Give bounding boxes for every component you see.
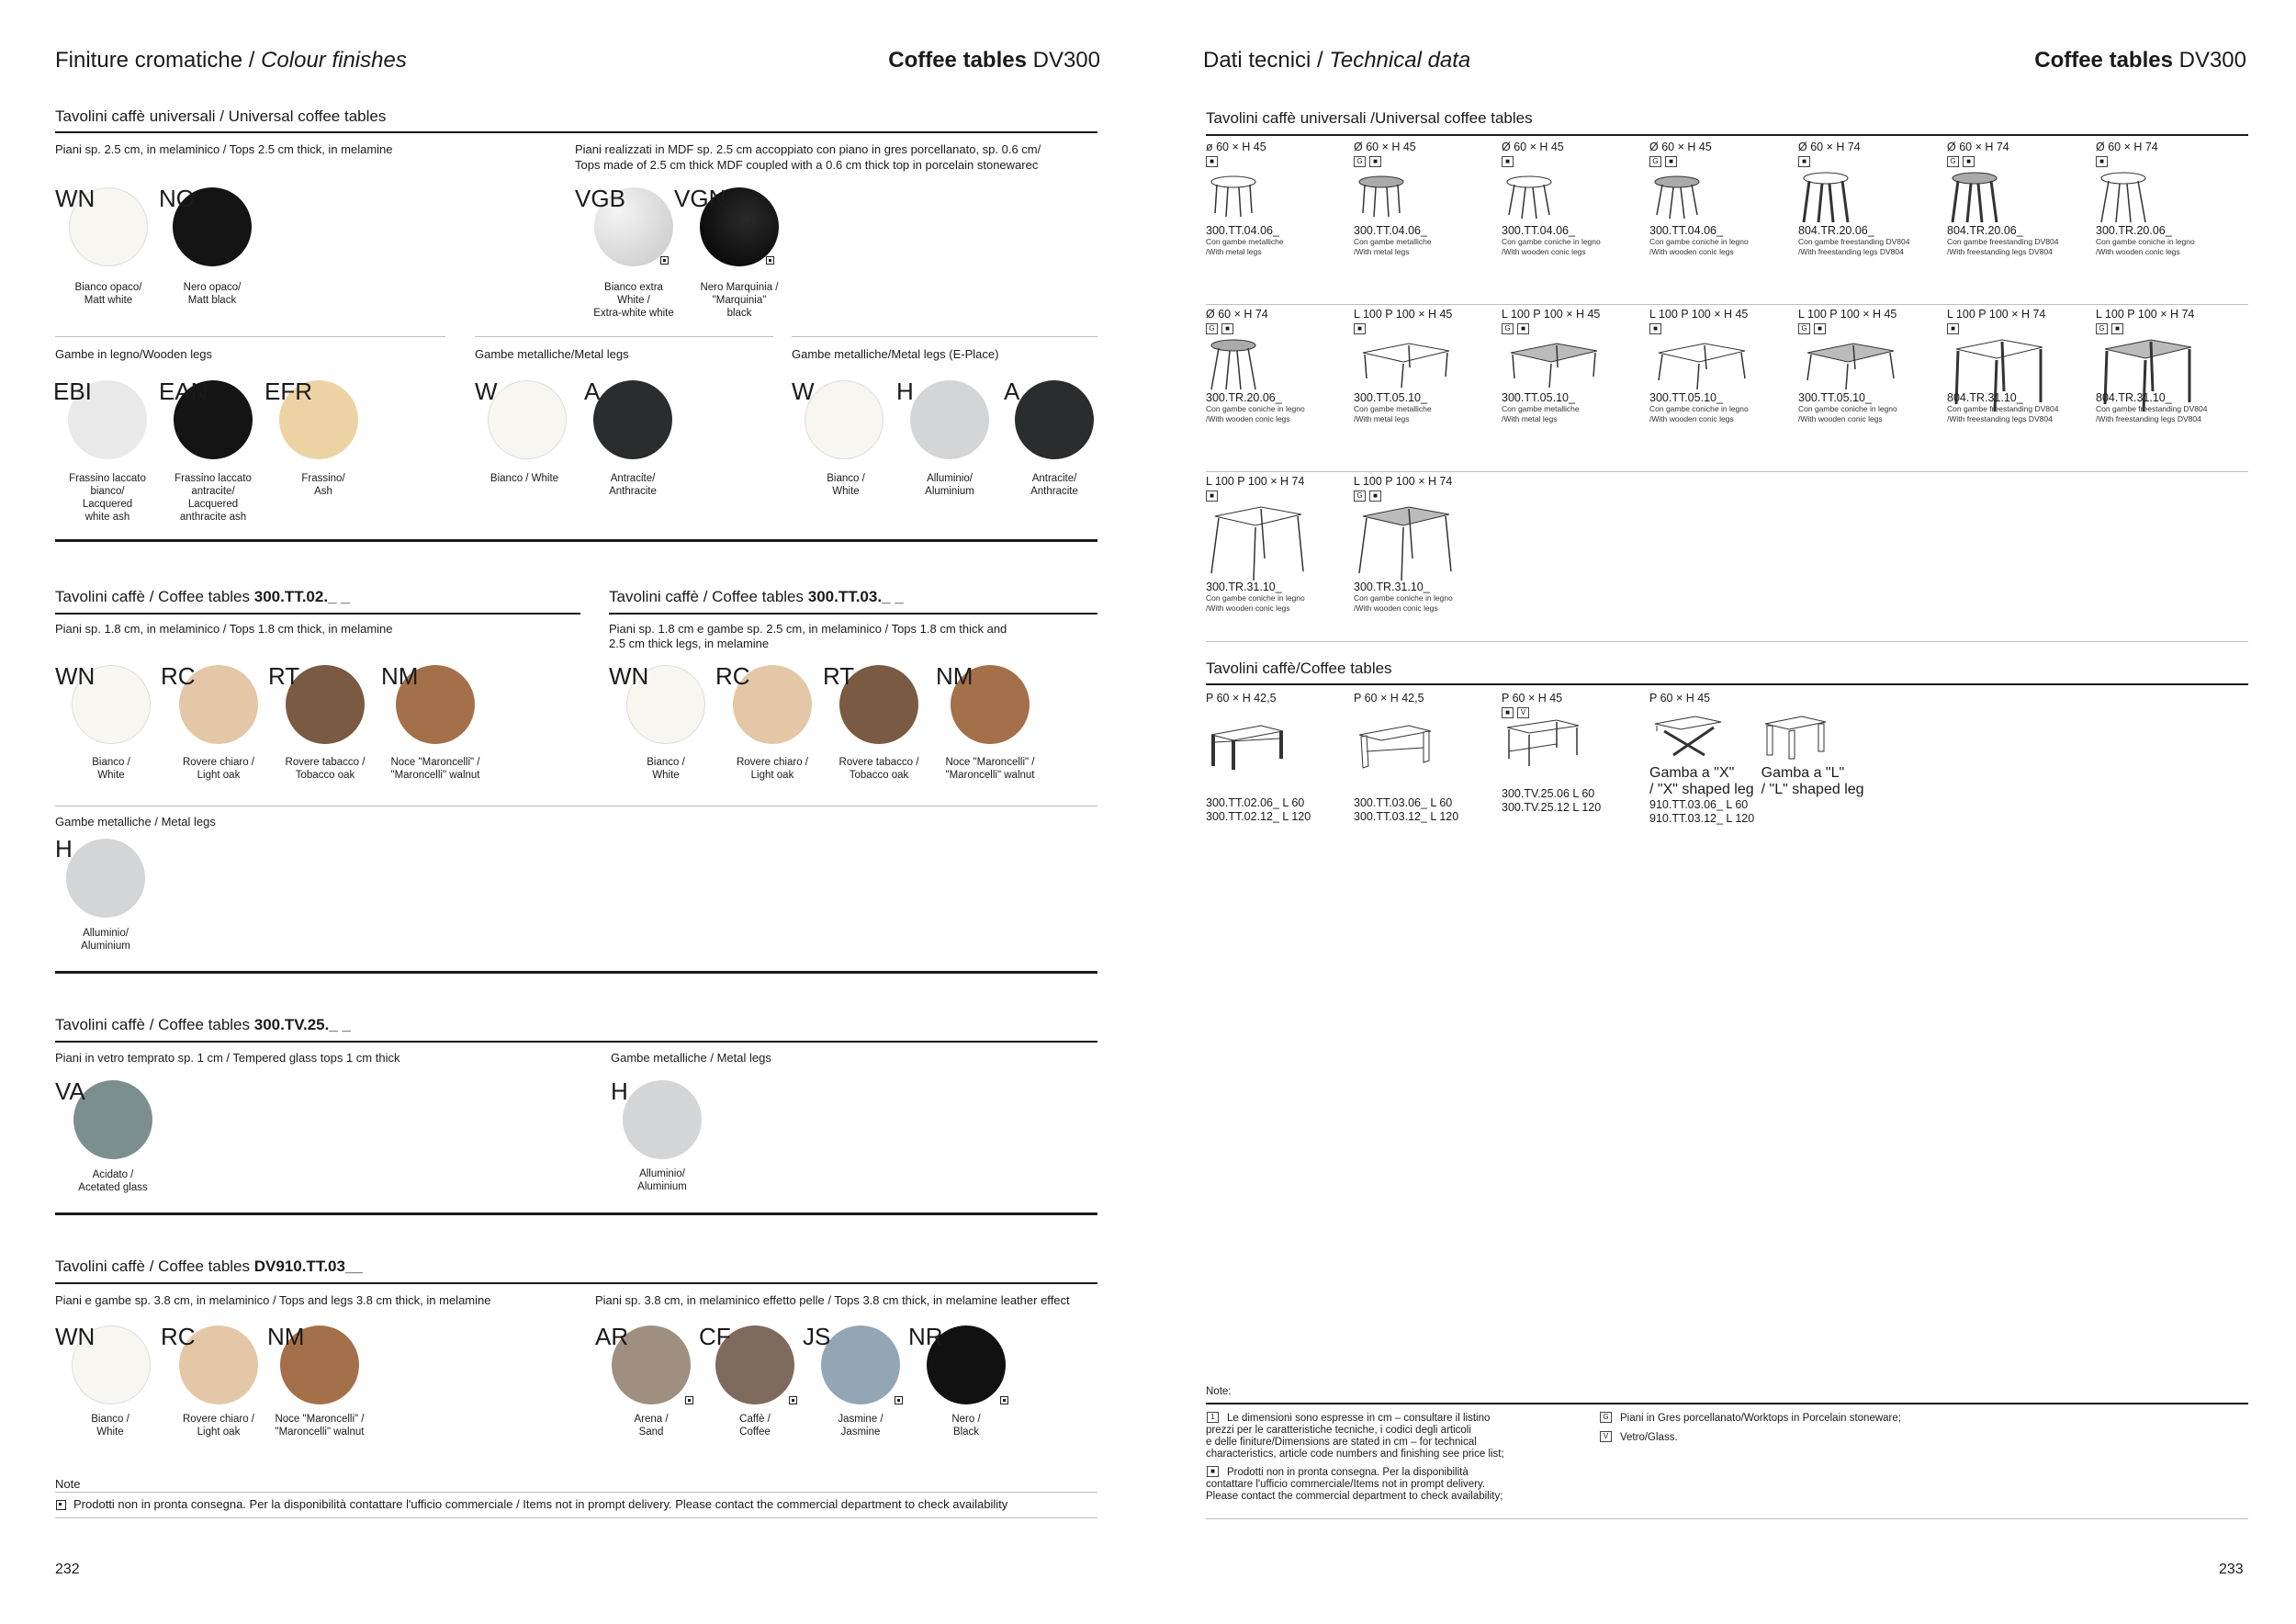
item-dimensions: P 60 × H 42,5 — [1206, 692, 1277, 705]
swatch-label: Bianco / White — [827, 473, 865, 497]
not-in-stock-icon: ■ — [1354, 323, 1366, 334]
swatch-code: H — [55, 835, 73, 863]
coffee-table-item[interactable] — [1502, 691, 1601, 815]
x-shaped-leg-drawing — [1649, 715, 1732, 761]
divider — [55, 1517, 1097, 1518]
swatch-label: Rovere tabacco / Tobacco oak — [838, 757, 919, 781]
not-in-stock-icon: ■ — [2096, 156, 2108, 167]
divider — [1206, 471, 2248, 472]
coffee-table-item[interactable] — [1354, 691, 1458, 824]
item-desc: /With freestanding legs DV804 — [1947, 414, 2053, 423]
item-dimensions: Ø 60 × H 74 — [1947, 141, 2009, 153]
item-desc: /With freestanding legs DV804 — [2096, 414, 2201, 423]
product-item[interactable] — [1354, 474, 1491, 614]
item-code: 804.TR.31.10_ — [1947, 391, 2023, 404]
item-desc: Con gambe freestanding DV804 — [1947, 237, 2059, 246]
swatch-code: AR — [595, 1323, 629, 1350]
item-code: 804.TR.20.06_ — [1798, 224, 1874, 237]
swatch-label: Rovere chiaro / Light oak — [183, 757, 254, 781]
l-leg-label: / "L" shaped leg — [1761, 782, 1864, 797]
item-dimensions: Ø 60 × H 74 — [1798, 141, 1861, 153]
product-item[interactable] — [2096, 307, 2234, 424]
item-desc: /With metal legs — [1206, 247, 1262, 256]
swatch-code: WN — [55, 185, 96, 212]
round-table-freestanding-drawing — [1798, 169, 1863, 224]
product-item[interactable] — [1649, 140, 1787, 257]
coffee-table-item[interactable] — [1649, 691, 1864, 826]
divider — [55, 971, 1097, 974]
not-in-stock-icon: ■ — [1947, 323, 1959, 334]
item-desc: Con gambe coniche in legno — [1798, 404, 1897, 413]
swatch-white[interactable] — [488, 380, 567, 459]
item-dimensions: Ø 60 × H 45 — [1354, 141, 1416, 153]
swatch-label: Bianco / White — [91, 1414, 129, 1438]
item-dimensions: Ø 60 × H 74 — [2096, 141, 2158, 153]
item-desc: /With wooden conic legs — [1798, 414, 1883, 423]
item-desc: /With wooden conic legs — [2096, 247, 2180, 256]
swatch-label: Noce "Maroncelli" / "Maroncelli" walnut — [275, 1414, 365, 1438]
note-dimensions-cont: prezzi per le caratteristiche tecniche, i codici degli articoli e delle finiture/Dimensions are stated in cm – for technical characteristics, article code numbers and finishing see price list; — [1206, 1425, 1504, 1460]
product-item[interactable] — [1354, 140, 1491, 257]
divider — [1206, 1403, 2248, 1404]
swatch-code: NM — [381, 662, 419, 690]
swatch-code: NR — [908, 1323, 943, 1350]
swatch-label: Rovere tabacco / Tobacco oak — [285, 757, 366, 781]
note-title: Note — [55, 1477, 81, 1491]
swatch-white[interactable] — [805, 380, 884, 459]
divider — [792, 336, 1097, 337]
swatch-anthracite[interactable] — [593, 380, 672, 459]
item-dimensions: L 100 P 100 × H 45 — [1502, 308, 1601, 321]
item-desc: Con gambe coniche in legno — [2096, 237, 2195, 246]
not-in-stock-icon: ■ — [1207, 1466, 1219, 1477]
item-code: 300.TT.02.12_ L 120 — [1206, 810, 1311, 823]
swatch-code: RC — [161, 662, 196, 690]
not-in-stock-icon: ■ — [1206, 156, 1218, 167]
gres-icon: G — [1798, 323, 1810, 334]
divider — [1206, 304, 2248, 305]
coffee-table-item[interactable] — [1206, 691, 1311, 824]
not-in-stock-icon: ■ — [1502, 707, 1514, 718]
not-in-stock-icon: ■ — [1221, 323, 1233, 334]
not-in-stock-icon: ■ — [1369, 156, 1381, 167]
not-in-stock-icon: ■ — [1206, 491, 1218, 502]
divider — [55, 131, 1097, 133]
gres-icon: G — [1354, 156, 1366, 167]
not-in-stock-icon: ■ — [1665, 156, 1677, 167]
coffee-tables-02-desc: Piani sp. 1.8 cm, in melaminico / Tops 1.8 cm thick, in melamine — [55, 622, 393, 636]
item-code: 300.TT.05.10_ — [1649, 391, 1723, 404]
divider — [1206, 1518, 2248, 1519]
coffee-table-02-drawing — [1206, 715, 1289, 775]
metal-legs-eplace-label: Gambe metalliche/Metal legs (E-Place) — [792, 347, 999, 361]
not-in-stock-marker — [685, 1396, 693, 1404]
item-desc: /With wooden conic legs — [1649, 247, 1734, 256]
x-leg-label: / "X" shaped leg — [1649, 782, 1754, 797]
coffee-table-glass-drawing — [1502, 718, 1584, 770]
item-desc: /With wooden conic legs — [1354, 603, 1438, 613]
tops-gres-label-2: Tops made of 2.5 cm thick MDF coupled with a 0.6 cm thick top in porcelain stonewarec — [575, 158, 1039, 172]
swatch-label: Bianco extra White / Extra-white white — [593, 282, 674, 319]
not-in-stock-icon: ■ — [2111, 323, 2123, 334]
round-table-metal-gres-drawing — [1354, 169, 1418, 224]
divider — [1206, 134, 2248, 136]
item-desc: Con gambe coniche in legno — [1354, 593, 1453, 603]
divider — [55, 1282, 1097, 1284]
not-in-stock-marker — [660, 256, 669, 265]
item-code: 300.TT.04.06_ — [1649, 224, 1723, 237]
right-product-title: Coffee tables DV300 — [2034, 48, 2246, 73]
swatch-label: Noce "Maroncelli" / "Maroncelli" walnut — [390, 757, 480, 781]
item-desc: Con gambe coniche in legno — [1649, 237, 1749, 246]
not-in-stock-icon: ■ — [1798, 156, 1810, 167]
glass-icon: V — [1517, 707, 1529, 718]
item-dimensions: L 100 P 100 × H 45 — [1649, 308, 1749, 321]
swatch-code: NM — [267, 1323, 305, 1350]
not-in-stock-icon: ■ — [1814, 323, 1826, 334]
coffee-tables-02-title: Tavolini caffè / Coffee tables 300.TT.02._ _ — [55, 588, 350, 605]
swatch-label: Frassino laccato antracite/ Lacquered anthracite ash — [174, 473, 252, 523]
gres-icon: G — [2096, 323, 2108, 334]
item-desc: /With metal legs — [1354, 247, 1410, 256]
metal-legs-label: Gambe metalliche/Metal legs — [475, 347, 629, 361]
item-dimensions: Ø 60 × H 74 — [1206, 308, 1268, 321]
product-item[interactable] — [1798, 307, 1936, 424]
swatch-code: WN — [609, 662, 649, 690]
product-item[interactable] — [1798, 140, 1936, 257]
swatch-label: Arena / Sand — [634, 1414, 669, 1438]
divider — [55, 1041, 1097, 1043]
swatch-code: NM — [936, 662, 974, 690]
swatch-label: Rovere chiaro / Light oak — [183, 1414, 254, 1438]
swatch-code: H — [896, 378, 914, 405]
coffee-tables-25-title: Tavolini caffè / Coffee tables 300.TV.25._ _ — [55, 1016, 351, 1033]
swatch-label: Alluminio/ Aluminium — [925, 473, 974, 497]
swatch-label: Noce "Maroncelli" / "Maroncelli" walnut — [945, 757, 1035, 781]
swatch-code: RT — [268, 662, 300, 690]
round-table-wood-high-gres-drawing — [1206, 336, 1270, 391]
page-number: 233 — [2219, 1562, 2244, 1577]
not-in-stock-icon: ■ — [1649, 323, 1661, 334]
round-table-wood-low-drawing — [1502, 169, 1566, 224]
item-desc: Con gambe metalliche — [1206, 237, 1284, 246]
product-item[interactable] — [1947, 140, 2085, 257]
swatch-code: W — [792, 378, 815, 405]
product-item[interactable] — [1502, 140, 1639, 257]
item-dimensions: L 100 P 100 × H 74 — [2096, 308, 2195, 321]
square-table-wood-drawing — [1649, 336, 1750, 391]
item-code: 300.TT.05.10_ — [1354, 391, 1427, 404]
item-code: 300.TT.04.06_ — [1354, 224, 1427, 237]
divider — [55, 1492, 1097, 1493]
item-dimensions: Ø 60 × H 45 — [1502, 141, 1564, 153]
swatch-label: Bianco / White — [490, 473, 559, 484]
product-item[interactable] — [1206, 140, 1344, 257]
not-in-stock-icon: ■ — [1517, 323, 1529, 334]
swatch-code: CF — [699, 1323, 731, 1350]
square-table-wood-gres-drawing — [1798, 336, 1899, 391]
divider — [55, 539, 1097, 542]
product-item[interactable] — [1354, 307, 1491, 424]
swatch-label: Caffè / Coffee — [739, 1414, 771, 1438]
item-code: 910.TT.03.12_ L 120 — [1649, 812, 1755, 825]
swatch-label: Bianco / White — [647, 757, 685, 781]
note-title: Note: — [1206, 1386, 1232, 1397]
swatch-label: Nero Marquinia / "Marquinia" black — [700, 282, 779, 319]
swatch-code: EBI — [53, 378, 92, 405]
swatch-label: Alluminio/ Aluminium — [637, 1168, 687, 1192]
swatch-code: VA — [55, 1077, 85, 1105]
item-code: 300.TR.31.10_ — [1354, 581, 1430, 593]
item-desc: /With wooden conic legs — [1649, 414, 1734, 423]
item-code: 910.TT.03.06_ L 60 — [1649, 798, 1749, 811]
metal-legs-label: Gambe metalliche / Metal legs — [611, 1051, 771, 1065]
item-desc: Con gambe metalliche — [1354, 237, 1432, 246]
item-dimensions: P 60 × H 45 — [1502, 692, 1563, 705]
coffee-tables-03-desc-2: 2.5 cm thick legs, in melamine — [609, 637, 770, 650]
item-code: 300.TV.25.06 L 60 — [1502, 787, 1595, 800]
item-desc: /With wooden conic legs — [1502, 247, 1586, 256]
item-dimensions: L 100 P 100 × H 74 — [1947, 308, 2046, 321]
coffee-tables-03-desc-1: Piani sp. 1.8 cm e gambe sp. 2.5 cm, in melaminico / Tops 1.8 cm thick and — [609, 622, 1007, 636]
item-dimensions: P 60 × H 45 — [1649, 692, 1711, 705]
note-availability: Prodotti non in pronta consegna. Per la disponibilità — [1227, 1467, 1469, 1478]
item-desc: /With freestanding legs DV804 — [1947, 247, 2053, 256]
product-item[interactable] — [2096, 140, 2234, 257]
gres-icon: G — [1502, 323, 1514, 334]
item-code: 300.TR.20.06_ — [2096, 224, 2172, 237]
x-leg-label: Gamba a "X" — [1649, 765, 1735, 781]
coffee-table-03-drawing — [1354, 715, 1436, 775]
gres-icon: G — [1649, 156, 1661, 167]
item-desc: Con gambe freestanding DV804 — [2096, 404, 2208, 413]
item-desc: Con gambe freestanding DV804 — [1947, 404, 2059, 413]
glass-tops-label: Piani in vetro temprato sp. 1 cm / Tempered glass tops 1 cm thick — [55, 1051, 400, 1065]
product-item[interactable] — [1947, 307, 2085, 424]
gres-icon: G — [1947, 156, 1959, 167]
swatch-code: VGN — [674, 185, 726, 212]
item-code: 300.TT.03.06_ L 60 — [1354, 796, 1453, 809]
square-table-metal-gres-drawing — [1502, 336, 1603, 391]
round-table-wood-gres-drawing — [1649, 169, 1714, 224]
universal-tech-title: Tavolini caffè universali /Universal coffee tables — [1206, 109, 1533, 127]
item-desc: Con gambe coniche in legno — [1206, 404, 1305, 413]
right-page-title: Dati tecnici / Technical data — [1203, 48, 1471, 73]
swatch-label: Rovere chiaro / Light oak — [737, 757, 808, 781]
product-item[interactable] — [1502, 307, 1639, 424]
item-desc: /With freestanding legs DV804 — [1798, 247, 1904, 256]
wooden-legs-label: Gambe in legno/Wooden legs — [55, 347, 213, 361]
info-icon: 1 — [1207, 1412, 1219, 1423]
swatch-label: Antracite/ Anthracite — [609, 473, 657, 497]
item-code: 300.TT.02.06_ L 60 — [1206, 796, 1305, 809]
not-in-stock-marker — [766, 256, 774, 265]
item-code: 300.TT.04.06_ — [1206, 224, 1279, 237]
item-code: 300.TR.20.06_ — [1206, 391, 1282, 404]
coffee-tech-title: Tavolini caffè/Coffee tables — [1206, 660, 1392, 677]
item-desc: Con gambe coniche in legno — [1206, 593, 1305, 603]
note-glass: Vetro/Glass. — [1620, 1432, 1678, 1443]
note-gres: Piani in Gres porcellanato/Worktops in Porcelain stoneware; — [1620, 1413, 1901, 1424]
swatch-code: RT — [823, 662, 855, 690]
universal-section-title: Tavolini caffè universali / Universal coffee tables — [55, 107, 387, 125]
item-desc: /With metal legs — [1502, 414, 1558, 423]
swatch-label: Bianco opaco/ Matt white — [74, 282, 142, 306]
product-item[interactable] — [1206, 307, 1344, 424]
product-item[interactable] — [1649, 307, 1787, 424]
swatch-aluminium[interactable] — [910, 380, 989, 459]
item-desc: Con gambe coniche in legno — [1502, 237, 1601, 246]
item-code: 804.TR.31.10_ — [2096, 391, 2172, 404]
item-code: 300.TR.31.10_ — [1206, 581, 1282, 593]
tops-gres-label-1: Piani realizzati in MDF sp. 2.5 cm accoppiato con piano in gres porcellanato, sp. 0.6 cm/ — [575, 142, 1041, 156]
swatch-code: WN — [55, 662, 96, 690]
not-in-stock-marker — [895, 1396, 903, 1404]
product-item[interactable] — [1206, 474, 1344, 614]
divider — [55, 336, 445, 337]
page-number: 232 — [55, 1562, 80, 1577]
not-in-stock-marker — [56, 1500, 66, 1510]
item-desc: Con gambe metalliche — [1354, 404, 1432, 413]
swatch-aluminium[interactable] — [623, 1080, 702, 1159]
item-code: 300.TT.05.10_ — [1798, 391, 1872, 404]
swatch-code: EAN — [159, 378, 208, 405]
round-table-freestanding-gres-drawing — [1947, 169, 2011, 224]
swatch-code: W — [475, 378, 498, 405]
item-dimensions: L 100 P 100 × H 74 — [1206, 475, 1305, 488]
l-shaped-leg-drawing — [1761, 715, 1835, 761]
item-dimensions: P 60 × H 42,5 — [1354, 692, 1424, 705]
gres-icon: G — [1354, 491, 1366, 502]
swatch-code: NO — [159, 185, 195, 212]
item-dimensions: L 100 P 100 × H 45 — [1798, 308, 1897, 321]
item-desc: Con gambe metalliche — [1502, 404, 1580, 413]
round-table-wood-high-drawing — [2096, 169, 2160, 224]
item-desc: Con gambe freestanding DV804 — [1798, 237, 1910, 246]
divider — [55, 1212, 1097, 1215]
not-in-stock-marker — [789, 1396, 797, 1404]
swatch-code: RC — [161, 1323, 196, 1350]
not-in-stock-marker — [1000, 1396, 1008, 1404]
swatch-code: WN — [55, 1323, 96, 1350]
melamine-tops-label: Piani e gambe sp. 3.8 cm, in melaminico / Tops and legs 3.8 cm thick, in melamine — [55, 1293, 491, 1307]
not-in-stock-icon: ■ — [1369, 491, 1381, 502]
note-text: Prodotti non in pronta consegna. Per la disponibilità contattare l'ufficio commerciale / Items not in prompt delivery. Please contact the commercial department to check availability — [73, 1497, 1008, 1511]
swatch-label: Frassino laccato bianco/ Lacquered white ash — [69, 473, 146, 523]
swatch-anthracite[interactable] — [1015, 380, 1094, 459]
item-dimensions: Ø 60 × H 45 — [1649, 141, 1712, 153]
swatch-label: Nero opaco/ Matt black — [183, 282, 242, 306]
divider — [55, 613, 580, 615]
swatch-code: RC — [715, 662, 750, 690]
divider — [1206, 641, 2248, 642]
note-dimensions: Le dimensioni sono espresse in cm – consultare il listino — [1227, 1413, 1491, 1424]
divider — [475, 336, 773, 337]
swatch-code: A — [1004, 378, 1020, 405]
item-dimensions: L 100 P 100 × H 74 — [1354, 475, 1453, 488]
divider — [609, 613, 1097, 615]
coffee-tables-03-title: Tavolini caffè / Coffee tables 300.TT.03._ _ — [609, 588, 904, 605]
item-dimensions: L 100 P 100 × H 45 — [1354, 308, 1453, 321]
square-table-wood-high-gres-drawing — [1354, 503, 1455, 581]
swatch-code: H — [611, 1077, 628, 1105]
square-table-metal-drawing — [1354, 336, 1455, 391]
square-table-wood-high-drawing — [1206, 503, 1307, 581]
item-dimensions: ø 60 × H 45 — [1206, 141, 1266, 153]
gres-icon: G — [1206, 323, 1218, 334]
item-desc: /With metal legs — [1354, 414, 1410, 423]
swatch-code: EFR — [264, 378, 312, 405]
tops-melamine-label: Piani sp. 2.5 cm, in melaminico / Tops 2.5 cm thick, in melamine — [55, 142, 393, 156]
swatch-label: Frassino/ Ash — [301, 473, 345, 497]
swatch-label: Alluminio/ Aluminium — [81, 928, 130, 952]
swatch-aluminium[interactable] — [66, 839, 145, 918]
not-in-stock-icon: ■ — [1502, 156, 1514, 167]
swatch-code: VGB — [575, 185, 625, 212]
l-leg-label: Gamba a "L" — [1761, 765, 1845, 781]
swatch-label: Jasmine / Jasmine — [838, 1414, 884, 1438]
round-table-metal-low-drawing — [1206, 169, 1270, 224]
swatch-label: Acidato / Acetated glass — [78, 1169, 148, 1193]
coffee-tables-910-title: Tavolini caffè / Coffee tables DV910.TT.03__ — [55, 1257, 363, 1275]
swatch-label: Nero / Black — [951, 1414, 981, 1438]
swatch-code: A — [584, 378, 601, 405]
item-code: 300.TT.04.06_ — [1502, 224, 1575, 237]
item-desc: /With wooden conic legs — [1206, 414, 1290, 423]
note-availability-cont: contattare l'ufficio commerciale/Items not in prompt delivery. Please contact the commercial department to check availability; — [1206, 1479, 1503, 1502]
item-code: 300.TV.25.12 L 120 — [1502, 801, 1602, 814]
gres-icon: G — [1600, 1412, 1612, 1423]
not-in-stock-icon: ■ — [1963, 156, 1975, 167]
left-page-title: Finiture cromatiche / Colour finishes — [55, 48, 407, 73]
leather-tops-label: Piani sp. 3.8 cm, in melaminico effetto pelle / Tops 3.8 cm thick, in melamine leather effect — [595, 1293, 1070, 1307]
item-desc: /With wooden conic legs — [1206, 603, 1290, 613]
item-desc: Con gambe coniche in legno — [1649, 404, 1749, 413]
item-code: 804.TR.20.06_ — [1947, 224, 2023, 237]
swatch-jasmine[interactable] — [821, 1325, 900, 1404]
glass-icon: V — [1600, 1431, 1612, 1442]
item-code: 300.TT.05.10_ — [1502, 391, 1575, 404]
metal-legs-label: Gambe metalliche / Metal legs — [55, 815, 216, 829]
swatch-label: Antracite/ Anthracite — [1030, 473, 1078, 497]
item-code: 300.TT.03.12_ L 120 — [1354, 810, 1459, 823]
swatch-label: Bianco / White — [92, 757, 130, 781]
swatch-code: JS — [803, 1323, 831, 1350]
divider — [1206, 683, 2248, 685]
left-product-title: Coffee tables DV300 — [888, 48, 1100, 73]
